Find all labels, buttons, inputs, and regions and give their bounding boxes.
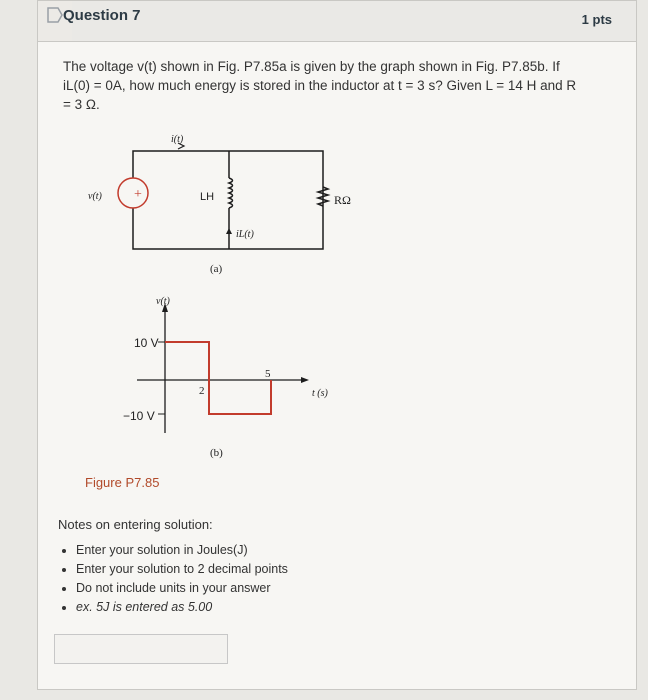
list-item: • ex. 5J is entered as 5.00 bbox=[76, 598, 288, 617]
prompt-line-1: The voltage v(t) shown in Fig. P7.85a is given by the graph shown in Fig. P7.85b. If bbox=[63, 59, 560, 74]
current-label: i(t) bbox=[171, 134, 184, 145]
notes-title: Notes on entering solution: bbox=[58, 517, 213, 532]
question-points: 1 pts bbox=[581, 12, 612, 27]
graph-caption: (b) bbox=[210, 447, 223, 459]
inductor-current-label: iL(t) bbox=[236, 229, 254, 240]
circuit-caption: (a) bbox=[210, 263, 223, 275]
graph-x-axis-label: t (s) bbox=[312, 388, 328, 399]
inductor-coil bbox=[229, 178, 233, 208]
graph-tick-5: 5 bbox=[265, 368, 271, 380]
voltage-source bbox=[118, 178, 148, 208]
source-label: v(t) bbox=[88, 191, 102, 202]
voltage-graph bbox=[137, 303, 309, 433]
inductor-current-arrow-icon bbox=[226, 228, 232, 234]
circuit-wire bbox=[133, 151, 323, 249]
x-axis-arrow-icon bbox=[301, 377, 309, 383]
list-item: • Do not include units in your answer bbox=[76, 579, 288, 598]
circuit-diagram bbox=[133, 151, 328, 249]
notes-list bbox=[58, 541, 288, 617]
prompt-line-2: iL(0) = 0A, how much energy is stored in the inductor at t = 3 s? Given L = 14 H and R bbox=[63, 78, 577, 93]
question-title: Question 7 bbox=[63, 7, 141, 24]
graph-tick-2: 2 bbox=[199, 385, 205, 397]
list-item: • Enter your solution to 2 decimal points bbox=[76, 560, 288, 579]
inductor-label: LH bbox=[200, 191, 215, 203]
resistor-label: RΩ bbox=[334, 193, 351, 207]
figure-name: Figure P7.85 bbox=[85, 475, 160, 490]
figure-p7-85 bbox=[38, 1, 638, 471]
question-card bbox=[37, 0, 637, 690]
voltage-waveform bbox=[165, 342, 271, 414]
resistor-zigzag bbox=[318, 187, 328, 206]
graph-high-label: 10 V bbox=[134, 336, 159, 350]
answer-input[interactable] bbox=[54, 634, 228, 664]
graph-y-axis-label: v(t) bbox=[156, 296, 170, 307]
source-sign: + bbox=[134, 187, 142, 202]
list-item: • Enter your solution in Joules(J) bbox=[76, 541, 288, 560]
graph-low-label: −10 V bbox=[123, 409, 155, 423]
prompt-line-3: = 3 Ω. bbox=[63, 97, 100, 112]
